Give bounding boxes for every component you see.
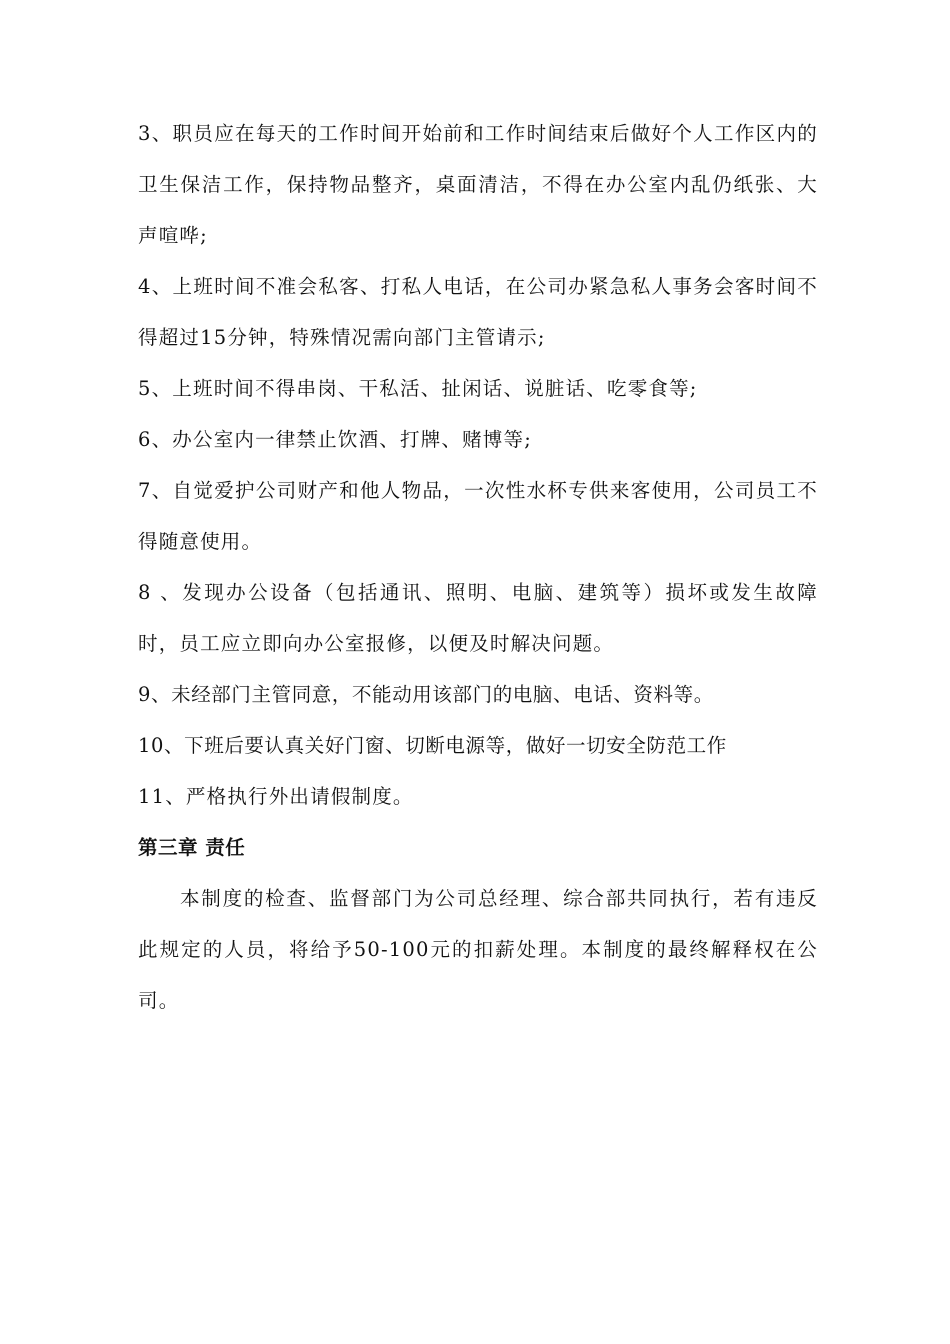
rule-item-7: 7、自觉爱护公司财产和他人物品，一次性水杯专供来客使用，公司员工不得随意使用。 xyxy=(138,479,818,553)
document-page xyxy=(138,108,818,1026)
rule-item-5: 5、上班时间不得串岗、干私活、扯闲话、说脏话、吃零食等; xyxy=(138,377,698,400)
rule-item-9: 9、未经部门主管同意，不能动用该部门的电脑、电话、资料等。 xyxy=(138,683,714,706)
rule-item-4: 4、上班时间不准会私客、打私人电话，在公司办紧急私人事务会客时间不得超过15分钟，特殊情况需向部门主管请示; xyxy=(138,275,818,349)
rule-item-3: 3、职员应在每天的工作时间开始前和工作时间结束后做好个人工作区内的卫生保洁工作，保持物品整齐，桌面清洁，不得在办公室内乱仍纸张、大声喧哗; xyxy=(138,122,818,247)
rule-item-8: 8 、发现办公设备（包括通讯、照明、电脑、建筑等）损坏或发生故障时，员工应立即向办公室报修，以便及时解决问题。 xyxy=(138,581,818,655)
rule-item-11: 11、严格执行外出请假制度。 xyxy=(138,785,414,808)
rule-item-10: 10、下班后要认真关好门窗、切断电源等，做好一切安全防范工作 xyxy=(138,734,727,757)
chapter-3-title: 第三章 责任 xyxy=(138,836,246,859)
rule-item-6: 6、办公室内一律禁止饮酒、打牌、赌博等; xyxy=(138,428,532,451)
chapter-3-body: 本制度的检查、监督部门为公司总经理、综合部共同执行，若有违反此规定的人员，将给予50-100元的扣薪处理。本制度的最终解释权在公司。 xyxy=(138,887,818,1012)
